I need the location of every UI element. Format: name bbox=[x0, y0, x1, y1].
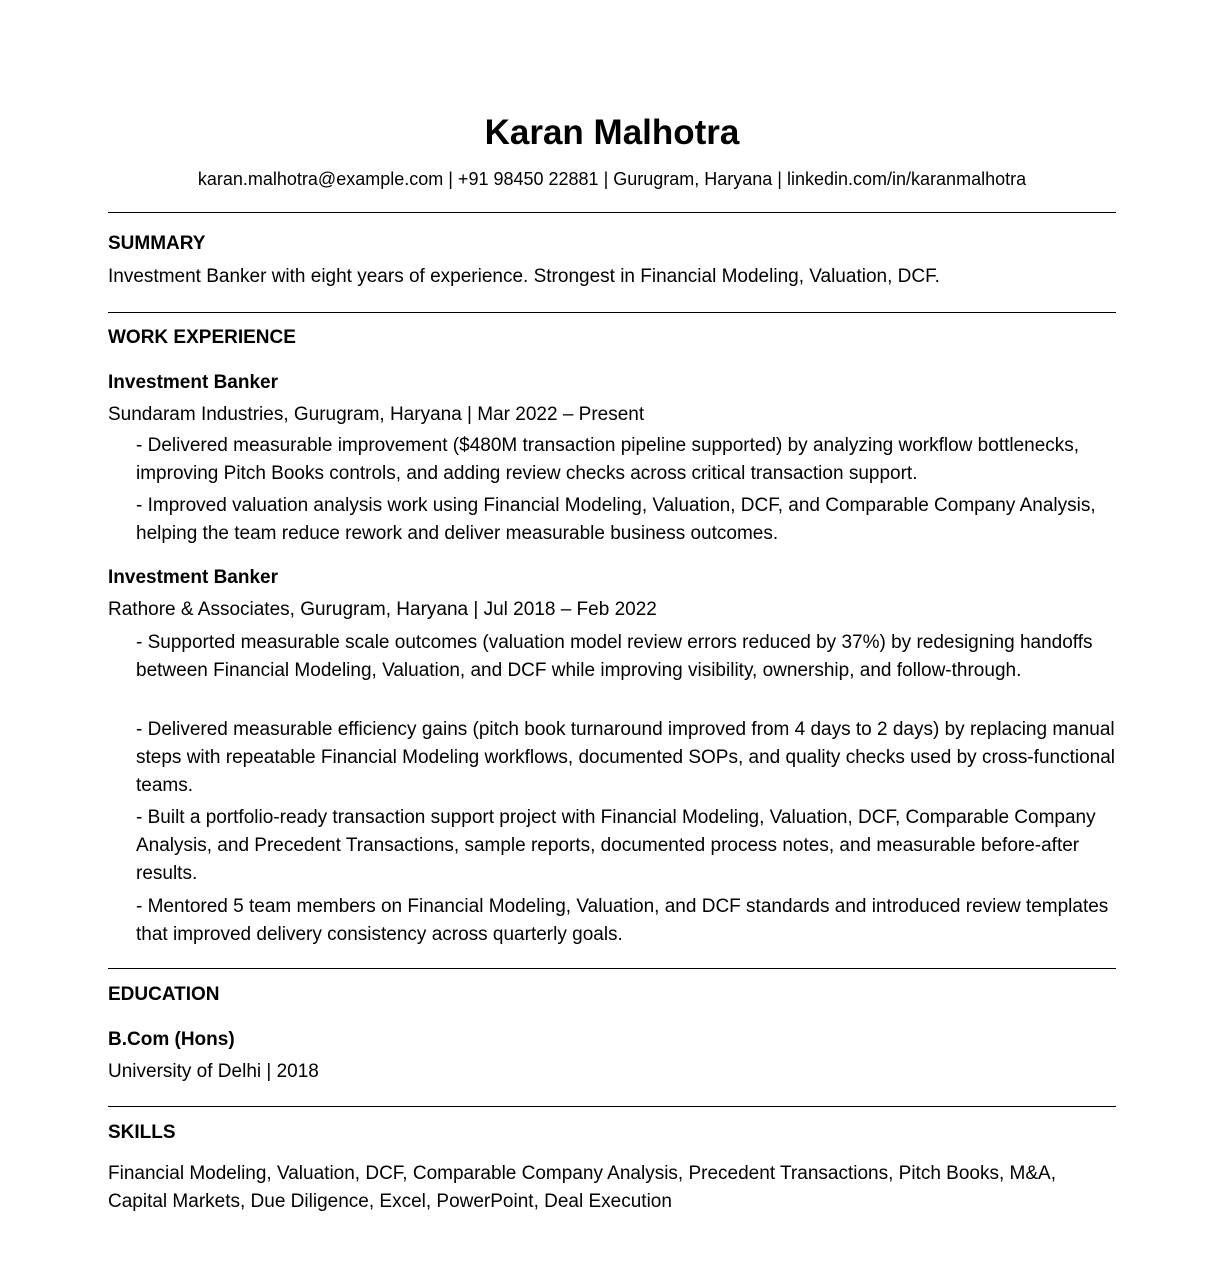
job-title: Investment Banker bbox=[108, 372, 279, 393]
job-bullet: - Built a portfolio-ready transaction support project with Financial Modeling, Valuation, DCF, Comparable Company Analysis, and Precedent Transactions, sample reports, documented process notes, and measurable before-after results. bbox=[136, 807, 1096, 884]
candidate-name: Karan Malhotra bbox=[484, 113, 740, 152]
degree-title: B.Com (Hons) bbox=[108, 1029, 235, 1050]
section-divider bbox=[108, 968, 1116, 969]
job-title: Investment Banker bbox=[108, 567, 279, 588]
job-bullet: - Delivered measurable improvement ($480M transaction pipeline supported) by analyzing workflow bottlenecks, improving Pitch Books controls, and adding review checks across critical transaction support. bbox=[136, 435, 1080, 484]
education-heading: EDUCATION bbox=[108, 984, 220, 1005]
job-bullet: - Improved valuation analysis work using Financial Modeling, Valuation, DCF, and Comparable Company Analysis, helping the team reduce rework and deliver measurable business outcomes. bbox=[136, 495, 1096, 544]
skills-heading: SKILLS bbox=[108, 1122, 176, 1143]
contact-line: karan.malhotra@example.com | +91 98450 22881 | Gurugram, Haryana | linkedin.com/in/karanmalhotra bbox=[197, 169, 1027, 189]
summary-heading: SUMMARY bbox=[108, 233, 206, 254]
section-divider bbox=[108, 1106, 1116, 1107]
section-divider bbox=[108, 312, 1116, 313]
job-bullet: - Delivered measurable efficiency gains (pitch book turnaround improved from 4 days to 2 days) by replacing manual steps with repeatable Financial Modeling workflows, documented SOPs, and quality checks used by cross-functional teams. bbox=[136, 719, 1116, 796]
work-experience-heading: WORK EXPERIENCE bbox=[108, 327, 296, 348]
education-meta: University of Delhi | 2018 bbox=[108, 1061, 319, 1082]
summary-text: Investment Banker with eight years of experience. Strongest in Financial Modeling, Valuation, DCF. bbox=[108, 266, 940, 287]
job-bullet: - Supported measurable scale outcomes (valuation model review errors reduced by 37%) by redesigning handoffs between Financial Modeling, Valuation, and DCF while improving visibility, ownership, and follow-through. bbox=[136, 632, 1093, 681]
skills-text: Financial Modeling, Valuation, DCF, Comparable Company Analysis, Precedent Transactions, Pitch Books, M&A, Capital Markets, Due Diligence, Excel, PowerPoint, Deal Execution bbox=[108, 1163, 1056, 1212]
job-meta: Rathore & Associates, Gurugram, Haryana | Jul 2018 – Feb 2022 bbox=[108, 599, 657, 620]
job-bullet: - Mentored 5 team members on Financial Modeling, Valuation, and DCF standards and introduced review templates that improved delivery consistency across quarterly goals. bbox=[136, 896, 1109, 945]
section-divider bbox=[108, 212, 1116, 213]
job-meta: Sundaram Industries, Gurugram, Haryana | Mar 2022 – Present bbox=[108, 404, 645, 425]
